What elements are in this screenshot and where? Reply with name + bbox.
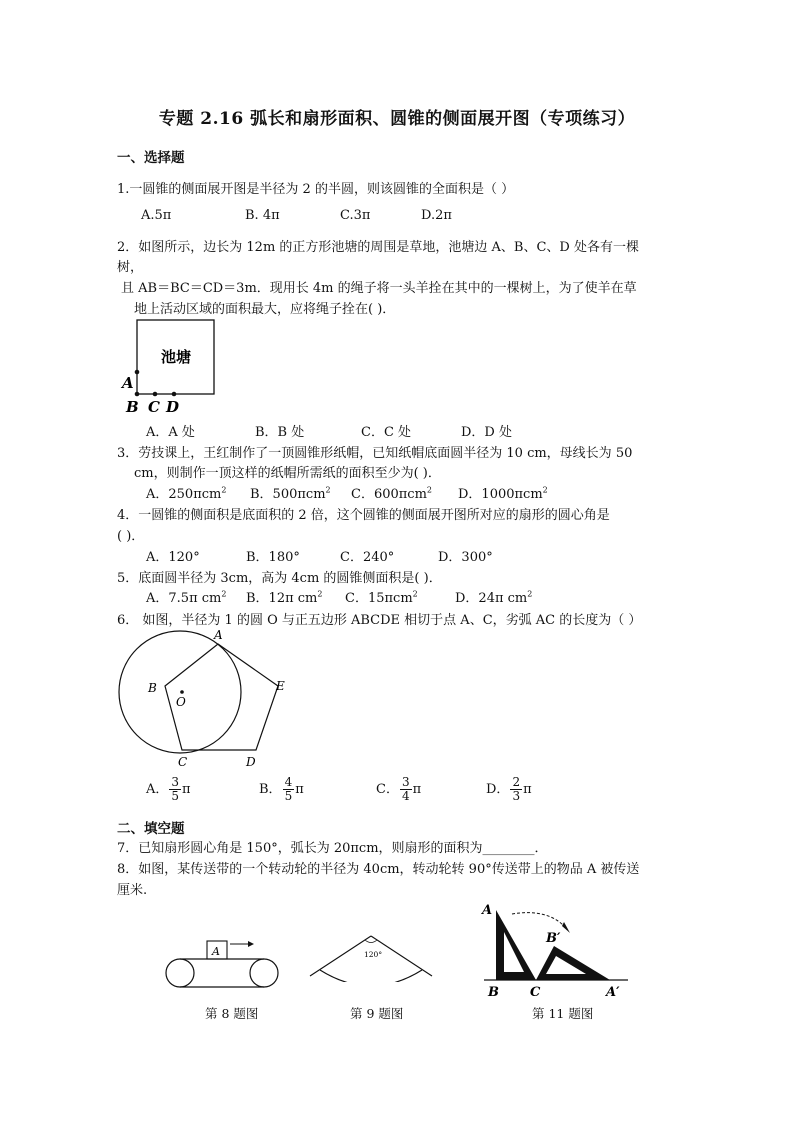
q4-option-d: D．300° bbox=[438, 550, 493, 565]
q6-circle-pentagon-figure bbox=[112, 626, 302, 772]
label-a-prime: A′ bbox=[606, 985, 620, 998]
angle-label: 120° bbox=[364, 950, 383, 959]
q2-option-a: A．A 处 bbox=[146, 425, 195, 440]
q7-text: 7．已知扇形圆心角是 150°，弧长为 20πcm，则扇形的面积为________． bbox=[117, 841, 548, 856]
q1-option-a: A.5π bbox=[141, 208, 172, 223]
q5-option-d: D．24π $cm^2$ bbox=[455, 589, 533, 606]
q2-text-line2: 树， bbox=[117, 260, 144, 275]
q2-text-line1: 2．如图所示，边长为 12m 的正方形池塘的周围是草地，池塘边 A、B、C、D 处各有一棵 bbox=[117, 240, 639, 255]
q6-option-a: A． $\frac{3}{5}$ π bbox=[146, 775, 191, 803]
triangle-abc bbox=[496, 910, 536, 980]
label-c: C bbox=[148, 398, 160, 416]
q2-option-b: B．B 处 bbox=[255, 425, 305, 440]
circle-o bbox=[119, 631, 241, 753]
q1-text: 1.一圆锥的侧面展开图是半径为 2 的半圆，则该圆锥的全面积是（ ） bbox=[117, 182, 515, 197]
q5-option-c: C．15πcm$^2$ bbox=[345, 589, 418, 606]
q4-text-line2: ( )． bbox=[117, 529, 145, 544]
angle-mark bbox=[365, 940, 377, 943]
q6-option-c: C． $\frac{3}{4}$ π bbox=[376, 775, 422, 803]
label-d: D bbox=[246, 755, 256, 769]
fig9-caption: 第 9 题图 bbox=[350, 1006, 404, 1021]
q4-option-c: C．240° bbox=[340, 550, 395, 565]
right-wheel-inner bbox=[250, 959, 264, 987]
tree-d-dot bbox=[172, 392, 177, 397]
label-o: O bbox=[176, 695, 186, 709]
right-wheel-outer bbox=[264, 959, 278, 987]
move-arrow-head bbox=[248, 941, 254, 947]
q3-option-d: D．1000πcm$^2$ bbox=[458, 485, 548, 502]
label-c: C bbox=[530, 985, 541, 998]
label-d: D bbox=[166, 398, 180, 416]
label-b: B bbox=[148, 681, 157, 695]
fig11-caption: 第 11 题图 bbox=[532, 1006, 594, 1021]
q1-option-c: C.3π bbox=[340, 208, 371, 223]
rotation-arrow-head bbox=[562, 922, 570, 933]
triangle-ab'c' bbox=[536, 946, 610, 980]
q2-text-line3: 且 AB＝BC＝CD＝3m．现用长 4m 的绳子将一头羊拴在其中的一棵树上，为了使羊在草 bbox=[121, 281, 637, 296]
tree-c-dot bbox=[153, 392, 158, 397]
label-e: E bbox=[276, 679, 285, 693]
q3-option-a: A．250πcm$^2$ bbox=[146, 485, 227, 502]
q3-text-line1: 3．劳技课上，王红制作了一顶圆锥形纸帽，已知纸帽底面圆半径为 10 cm，母线长为 50 bbox=[117, 446, 633, 461]
page-title: 专题 2.16 弧长和扇形面积、圆锥的侧面展开图（专项练习） bbox=[158, 109, 636, 129]
fig9-sector bbox=[306, 932, 436, 982]
pond-label: 池塘 bbox=[161, 348, 192, 366]
q2-text-line4: 地上活动区域的面积最大，应将绳子拴在( )． bbox=[134, 302, 396, 317]
label-a: A bbox=[214, 628, 223, 642]
tree-b-dot bbox=[135, 392, 140, 397]
fig8-caption: 第 8 题图 bbox=[205, 1006, 259, 1021]
q8-text-line2: 厘米. bbox=[117, 883, 148, 898]
q3-text-line2: cm，则制作一顶这样的纸帽所需纸的面积至少为( )． bbox=[134, 466, 441, 481]
rotation-arc bbox=[512, 913, 566, 928]
section-fill-heading: 二、填空题 bbox=[117, 821, 185, 837]
label-b: B bbox=[488, 985, 499, 998]
label-b: B bbox=[126, 398, 139, 416]
q2-option-c: C．C 处 bbox=[361, 425, 412, 440]
q6-text-line1: 6． 如图，半径为 1 的圆 O 与正五边形 ABCDE 相切于点 A、C，劣弧 AC 的长度为（ ） bbox=[117, 613, 642, 628]
q3-option-b: B．500πcm$^2$ bbox=[250, 485, 331, 502]
q6-option-d: D． $\frac{2}{3}$ π bbox=[486, 775, 532, 803]
q3-option-c: C．600πcm$^2$ bbox=[351, 485, 433, 502]
sector-left-radius bbox=[310, 936, 371, 976]
fig11-set-squares bbox=[478, 900, 638, 998]
q4-option-a: A．120° bbox=[146, 550, 200, 565]
left-wheel bbox=[166, 959, 194, 987]
q1-option-b: B. 4π bbox=[245, 208, 280, 223]
q2-pond-figure bbox=[118, 316, 228, 416]
q2-option-d: D．D 处 bbox=[461, 425, 512, 440]
q4-text-line1: 4．一圆锥的侧面积是底面积的 2 倍，这个圆锥的侧面展开图所对应的扇形的圆心角是 bbox=[117, 508, 610, 523]
q5-text-line1: 5．底面圆半径为 3cm，高为 4cm 的圆锥侧面积是( )． bbox=[117, 571, 442, 586]
q5-option-a: A．7.5π $cm^2$ bbox=[146, 589, 227, 606]
label-b-prime: B′ bbox=[546, 931, 561, 946]
q6-option-b: B． $\frac{4}{5}$ π bbox=[259, 775, 304, 803]
fig8-conveyor-belt bbox=[160, 935, 290, 995]
tree-a-dot bbox=[135, 370, 140, 375]
center-o-dot bbox=[180, 690, 184, 694]
label-a: A bbox=[482, 903, 493, 918]
q4-option-b: B．180° bbox=[246, 550, 300, 565]
q5-option-b: B．12π $cm^2$ bbox=[246, 589, 323, 606]
section-choice-heading: 一、选择题 bbox=[117, 150, 185, 166]
sector-arc bbox=[320, 970, 422, 982]
label-a: A bbox=[122, 374, 134, 392]
q8-text-line1: 8．如图，某传送带的一个转动轮的半径为 40cm，转动轮转 90°传送带上的物品 A 被传送 bbox=[117, 862, 640, 877]
q1-option-d: D.2π bbox=[421, 208, 452, 223]
item-a-label: A bbox=[212, 945, 220, 958]
label-c: C bbox=[178, 755, 188, 769]
